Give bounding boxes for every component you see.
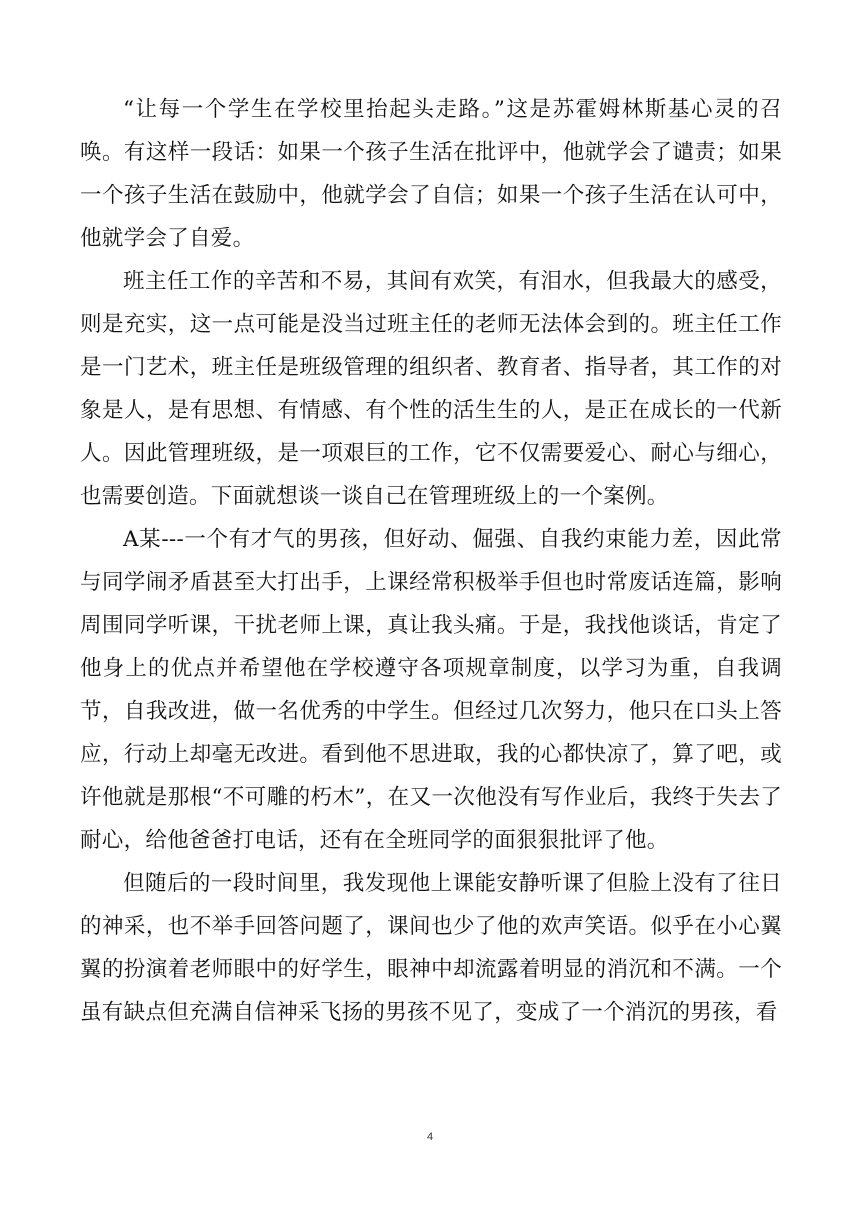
- paragraph-1: “让每一个学生在学校里抬起头走路。”这是苏霍姆林斯基心灵的召唤。有这样一段话：如果一个孩子生活在批评中，他就学会了谴责；如果一个孩子生活在鼓励中，他就学会了自信；如果一个孩子生活在认可中，他就学会了自爱。: [80, 97, 782, 251]
- page-number: 4: [426, 1131, 434, 1143]
- document-body: [80, 88, 782, 1034]
- paragraph-2: 班主任工作的辛苦和不易，其间有欢笑，有泪水，但我最大的感受，则是充实，这一点可能是没当过班主任的老师无法体会到的。班主任工作是一门艺术，班主任是班级管理的组织者、教育者、指导者，其工作的对象是人，是有思想、有情感、有个性的活生生的人，是正在成长的一代新人。因此管理班级，是一项艰巨的工作，它不仅需要爱心、耐心与细心，也需要创造。下面就想谈一谈自己在管理班级上的一个案例。: [80, 269, 782, 509]
- paragraph-3: A某---一个有才气的男孩，但好动、倔强、自我约束能力差，因此常与同学闹矛盾甚至大打出手，上课经常积极举手但也时常废话连篇，影响周围同学听课，干扰老师上课，真让我头痛。于是，我找他谈话，肯定了他身上的优点并希望他在学校遵守各项规章制度，以学习为重，自我调节，自我改进，做一名优秀的中学生。但经过几次努力，他只在口头上答应，行动上却毫无改进。看到他不思进取，我的心都快凉了，算了吧，或许他就是那根“不可雕的朽木”，在又一次他没有写作业后，我终于失去了耐心，给他爸爸打电话，还有在全班同学的面狠狠批评了他。: [80, 527, 782, 853]
- paragraph-4: 但随后的一段时间里，我发现他上课能安静听课了但脸上没有了往日的神采，也不举手回答问题了，课间也少了他的欢声笑语。似乎在小心翼翼的扮演着老师眼中的好学生，眼神中却流露着明显的消沉和不满。一个虽有缺点但充满自信神采飞扬的男孩不见了，变成了一个消沉的男孩，看: [80, 871, 782, 1025]
